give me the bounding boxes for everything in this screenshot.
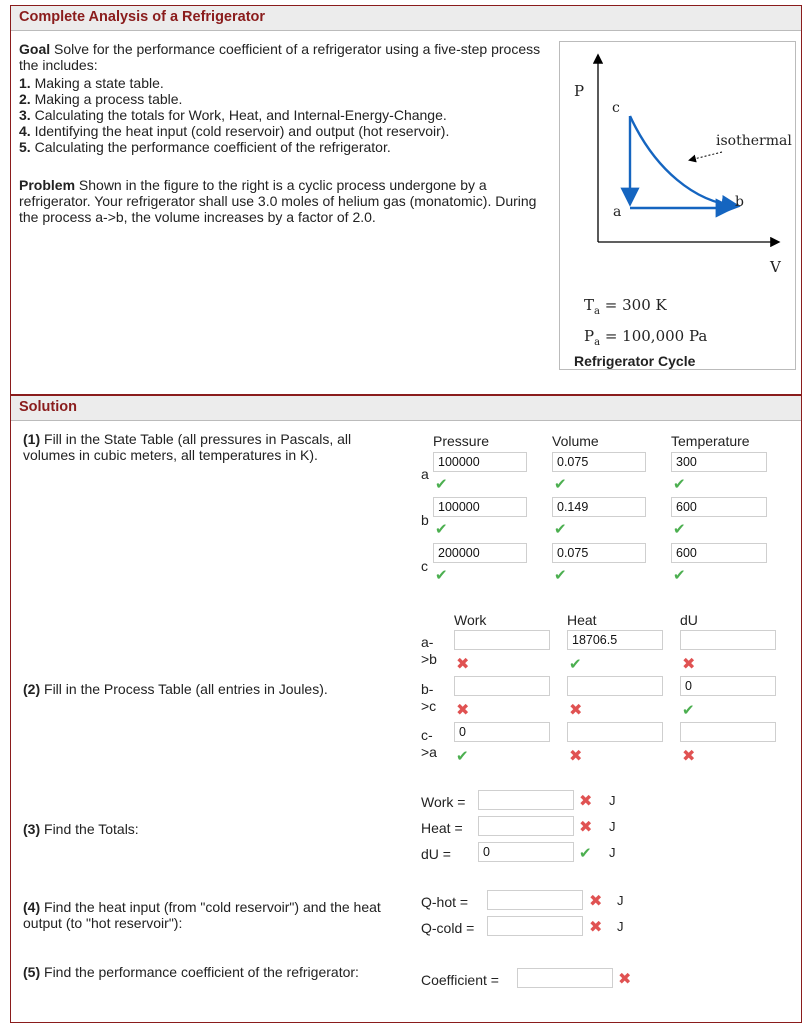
check-icon: ✔ <box>554 476 567 493</box>
state-a-label: a <box>421 466 429 482</box>
goal-text: Solve for the performance coefficient of a refrigerator using a five-step process the includes: <box>19 41 541 73</box>
state-a-pressure-input[interactable] <box>433 452 527 472</box>
solution-panel-title: Solution <box>11 396 801 421</box>
state-b-pressure-input[interactable] <box>433 497 527 517</box>
cross-icon: ✖ <box>456 702 470 719</box>
axis-v-label: V <box>770 258 781 276</box>
step-item: 2. Making a process table. <box>19 91 183 107</box>
total-heat-input[interactable] <box>478 816 574 836</box>
process-bc-work-input[interactable] <box>454 676 550 696</box>
step3-description: (3) Find the Totals: <box>23 821 139 837</box>
state-b-temperature-input[interactable] <box>671 497 767 517</box>
q-hot-label: Q-hot = <box>421 894 469 910</box>
step-list <box>19 75 559 155</box>
check-icon: ✔ <box>435 521 448 538</box>
problem-label: Problem <box>19 177 76 193</box>
process-bc-heat-input[interactable] <box>567 676 663 696</box>
process-ab-label: a- >b <box>421 634 437 667</box>
pv-diagram <box>560 42 795 282</box>
check-icon: ✔ <box>554 521 567 538</box>
state-header-temperature: Temperature <box>671 433 750 449</box>
total-work-label: Work = <box>421 794 466 810</box>
axis-p-label: P <box>574 82 585 100</box>
state-header-volume: Volume <box>552 433 599 449</box>
step1-description: (1) Fill in the State Table (all pressures in Pascals, all volumes in cubic meters, all temperatures in K). <box>23 431 352 463</box>
process-bc-label: b- >c <box>421 681 437 714</box>
check-icon: ✔ <box>554 567 567 584</box>
cross-icon: ✖ <box>589 893 603 910</box>
q-cold-unit: J <box>617 919 624 934</box>
step-item: 3. Calculating the totals for Work, Heat, and Internal-Energy-Change. <box>19 107 447 123</box>
state-a-temperature-input[interactable] <box>671 452 767 472</box>
isothermal-label: isothermal <box>716 133 792 149</box>
cross-icon: ✖ <box>456 656 470 673</box>
coefficient-input[interactable] <box>517 968 613 988</box>
total-heat-unit: J <box>609 819 616 834</box>
cross-icon: ✖ <box>569 748 583 765</box>
solution-panel <box>10 395 802 1023</box>
problem-paragraph <box>19 177 544 225</box>
total-du-input[interactable] <box>478 842 574 862</box>
q-cold-label: Q-cold = <box>421 920 475 936</box>
state-header-pressure: Pressure <box>433 433 490 449</box>
step-item: 4. Identifying the heat input (cold reservoir) and output (hot reservoir). <box>19 123 450 139</box>
figure-caption: Refrigerator Cycle <box>574 353 696 369</box>
check-icon: ✔ <box>673 521 686 538</box>
step-item: 1. Making a state table. <box>19 75 164 91</box>
cross-icon: ✖ <box>682 656 696 673</box>
pv-diagram-figure <box>559 41 796 370</box>
process-header-du: dU <box>680 612 698 628</box>
process-ca-heat-input[interactable] <box>567 722 663 742</box>
problem-panel-title: Complete Analysis of a Refrigerator <box>11 6 801 31</box>
total-work-input[interactable] <box>478 790 574 810</box>
problem-text: Shown in the figure to the right is a cyclic process undergone by a refrigerator. Your refrigerator shall use 3.0 moles of helium gas (monatomic). During the process a->b, the volume increases by a factor of 2.0. <box>19 177 537 225</box>
coefficient-label: Coefficient = <box>421 972 499 988</box>
process-ca-label: c- >a <box>421 727 437 760</box>
cross-icon: ✖ <box>569 702 583 719</box>
state-c-temperature-input[interactable] <box>671 543 767 563</box>
check-icon: ✔ <box>435 476 448 493</box>
check-icon: ✔ <box>435 567 448 584</box>
total-du-unit: J <box>609 845 616 860</box>
ta-readout: $T_a = 300$ K <box>584 296 667 317</box>
cross-icon: ✖ <box>579 793 593 810</box>
state-a-volume-input[interactable] <box>552 452 646 472</box>
point-b-label: b <box>735 194 744 210</box>
process-header-heat: Heat <box>567 612 597 628</box>
state-b-volume-input[interactable] <box>552 497 646 517</box>
check-icon: ✔ <box>456 748 469 765</box>
step4-description: (4) Find the heat input (from "cold reservoir") and the heat output (to "hot reservoir"): <box>23 899 381 931</box>
check-icon: ✔ <box>673 476 686 493</box>
total-du-label: dU = <box>421 846 451 862</box>
state-b-label: b <box>421 512 429 528</box>
check-icon: ✔ <box>682 702 695 719</box>
total-heat-label: Heat = <box>421 820 463 836</box>
process-ca-work-input[interactable] <box>454 722 550 742</box>
state-c-pressure-input[interactable] <box>433 543 527 563</box>
cross-icon: ✖ <box>589 919 603 936</box>
process-ab-work-input[interactable] <box>454 630 550 650</box>
check-icon: ✔ <box>579 845 592 862</box>
cross-icon: ✖ <box>618 971 632 988</box>
step5-description: (5) Find the performance coefficient of the refrigerator: <box>23 964 359 980</box>
state-c-label: c <box>421 558 428 574</box>
point-c-label: c <box>612 100 620 116</box>
step-item: 5. Calculating the performance coefficient of the refrigerator. <box>19 139 391 155</box>
q-cold-input[interactable] <box>487 916 583 936</box>
process-ca-du-input[interactable] <box>680 722 776 742</box>
cross-icon: ✖ <box>579 819 593 836</box>
step2-description: (2) Fill in the Process Table (all entries in Joules). <box>23 681 328 697</box>
check-icon: ✔ <box>569 656 582 673</box>
q-hot-input[interactable] <box>487 890 583 910</box>
pa-readout: $P_a = 100,000$ Pa <box>584 327 708 348</box>
q-hot-unit: J <box>617 893 624 908</box>
process-header-work: Work <box>454 612 487 628</box>
isothermal-pointer <box>690 152 722 160</box>
isothermal-curve <box>630 116 736 206</box>
goal-paragraph <box>19 41 544 73</box>
process-ab-heat-input[interactable] <box>567 630 663 650</box>
process-bc-du-input[interactable] <box>680 676 776 696</box>
process-ab-du-input[interactable] <box>680 630 776 650</box>
total-work-unit: J <box>609 793 616 808</box>
cross-icon: ✖ <box>682 748 696 765</box>
point-a-label: a <box>613 204 622 220</box>
problem-panel <box>10 5 802 395</box>
check-icon: ✔ <box>673 567 686 584</box>
state-c-volume-input[interactable] <box>552 543 646 563</box>
goal-label: Goal <box>19 41 51 57</box>
